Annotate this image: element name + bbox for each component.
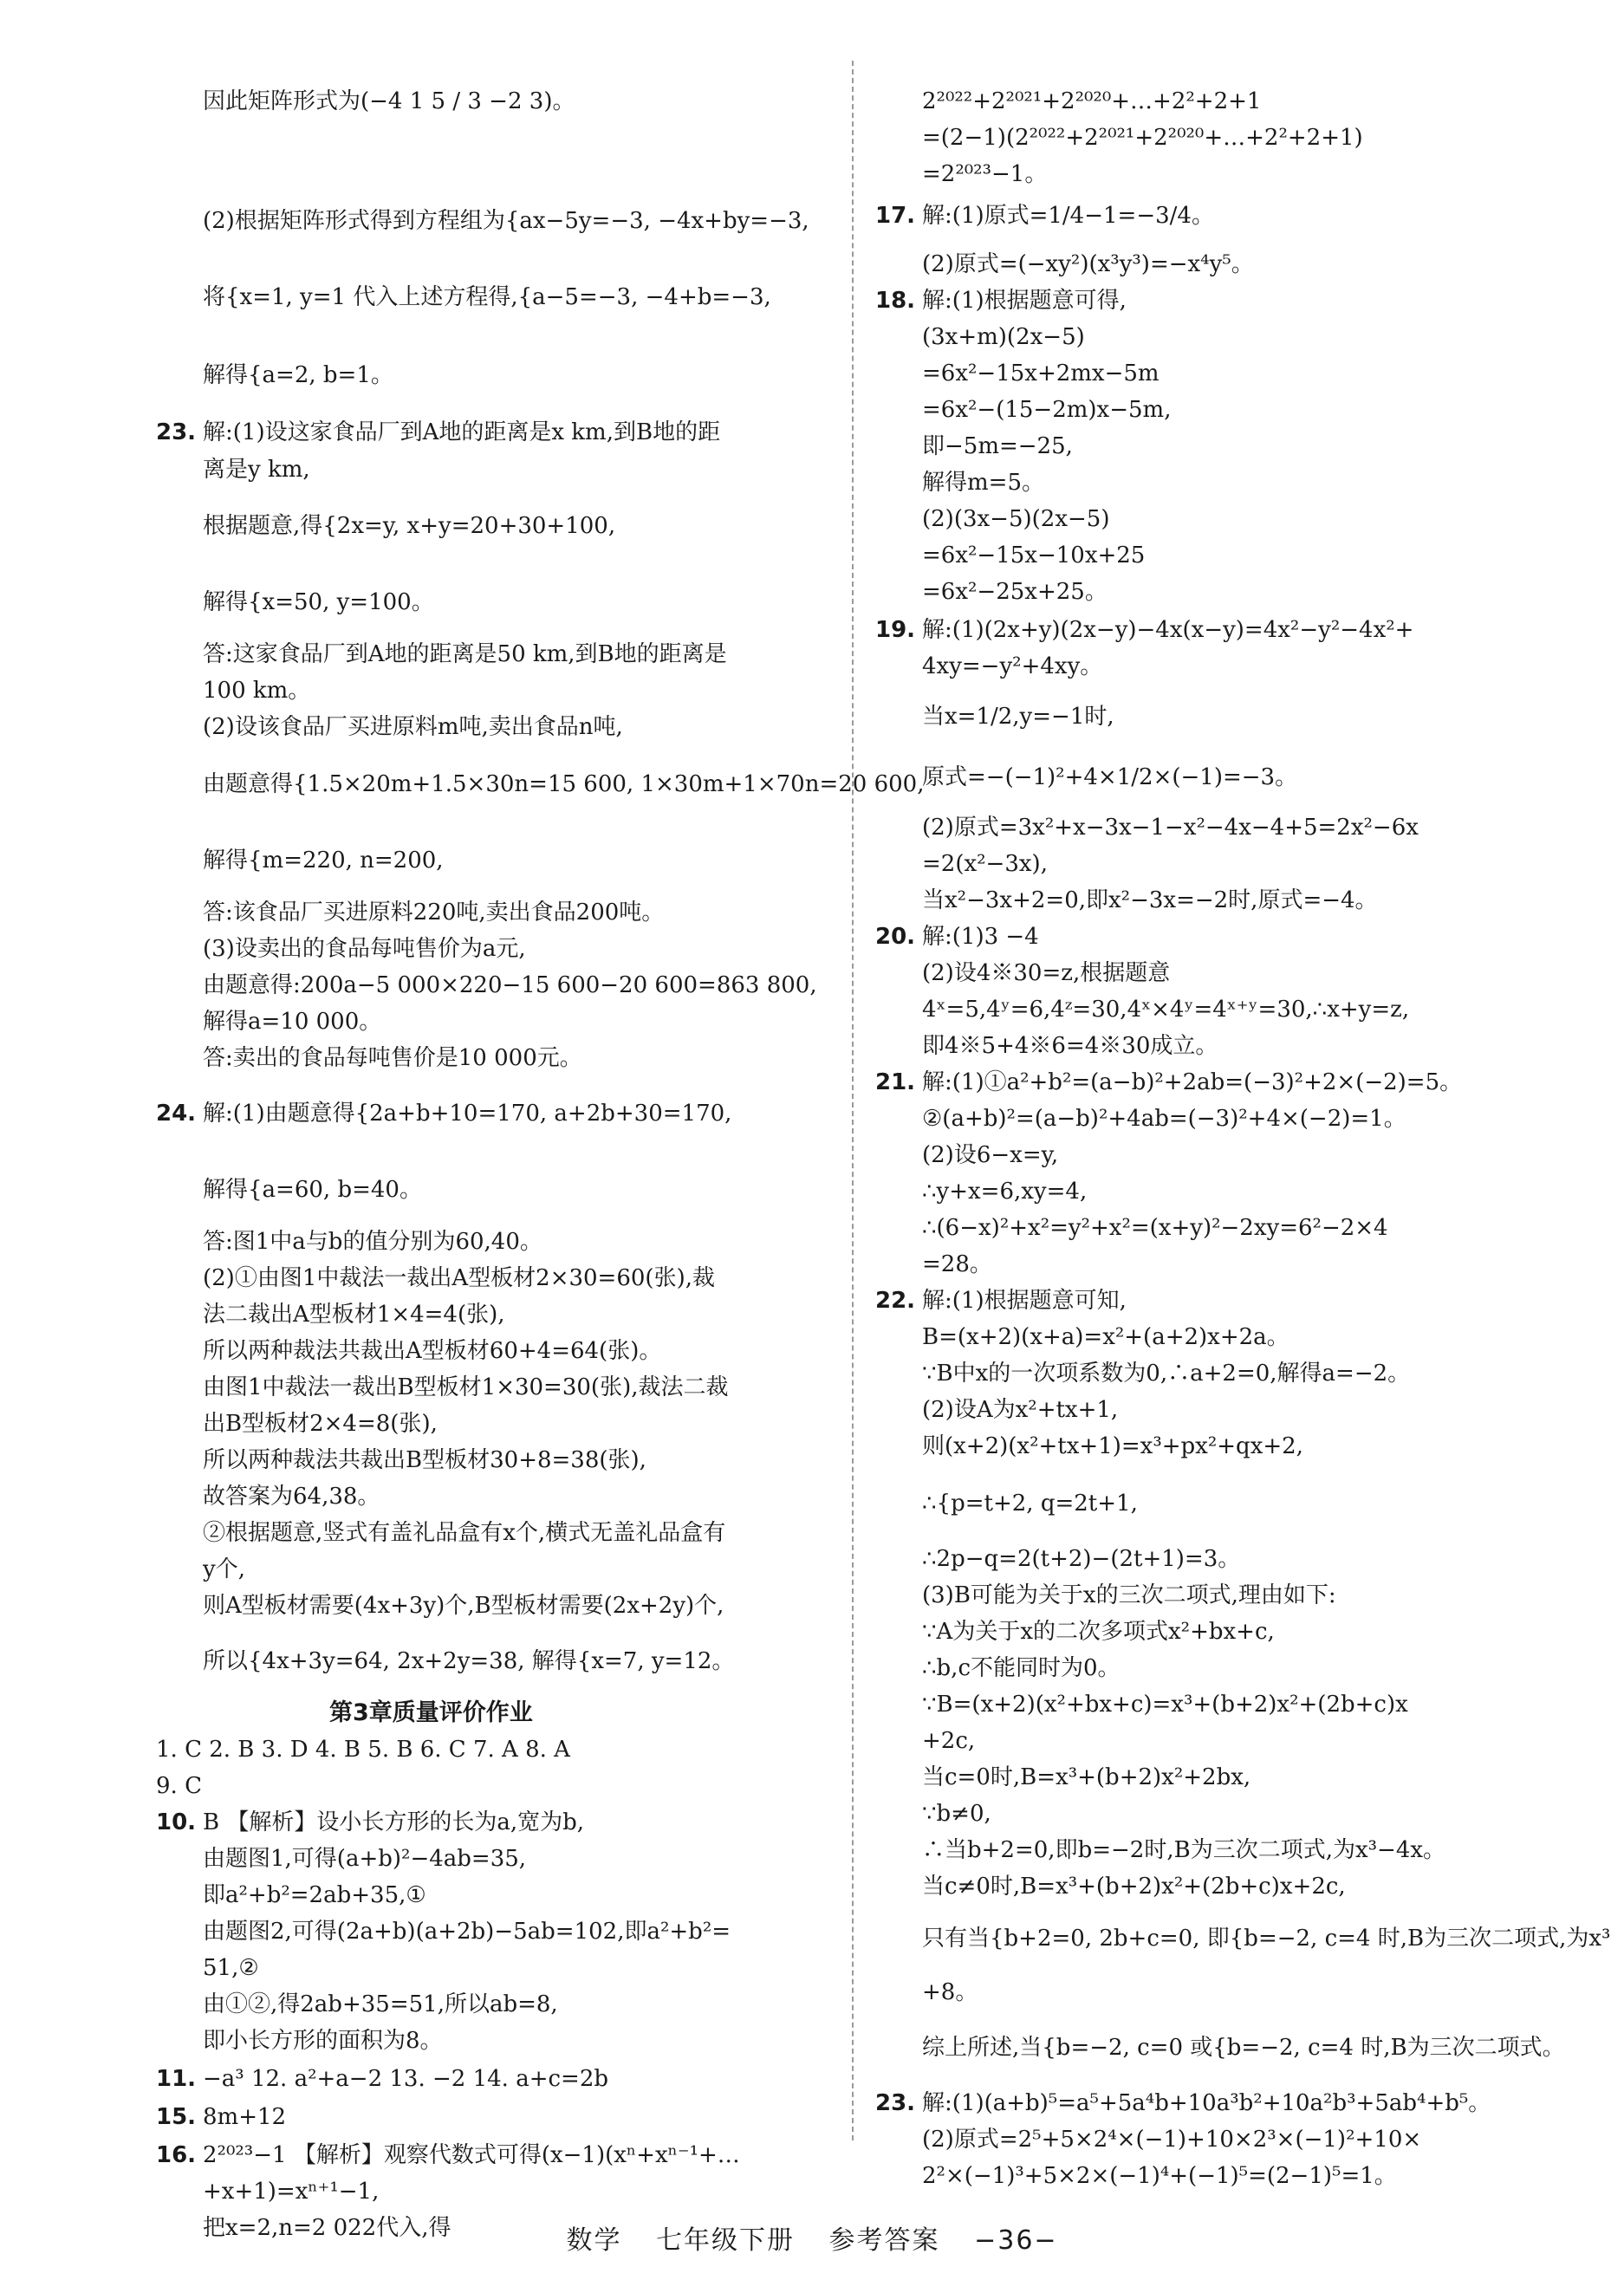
- line-text: 把x=2,n=2 022代入,得: [203, 2215, 451, 2241]
- text-line: [203, 1177, 422, 1203]
- line-text: 由图1中裁法一裁出B型板材1×30=30(张),裁法二裁: [203, 1374, 729, 1400]
- text-line: [203, 714, 623, 740]
- line-text: ②(a+b)²=(a−b)²+4ab=(−3)²+4×(−2)=1。: [922, 1106, 1406, 1132]
- line-text: +8。: [922, 1979, 978, 2005]
- answer-line: [156, 1101, 731, 1127]
- text-line: [203, 1593, 724, 1619]
- text-line: [922, 887, 1378, 913]
- line-text: ∴y+x=6,xy=4,: [922, 1179, 1088, 1205]
- line-text: 当x²−3x+2=0,即x²−3x=−2时,原式=−4。: [922, 887, 1378, 913]
- line-text: 当x=1/2,y=−1时,: [922, 704, 1114, 730]
- line-text: 即小长方形的面积为8。: [203, 2028, 443, 2054]
- line-text: 因此矩阵形式为(−4 1 5 / 3 −2 3)。: [203, 88, 575, 114]
- answer-line: [156, 2104, 286, 2130]
- line-text: 所以两种裁法共裁出A型板材60+4=64(张)。: [203, 1338, 662, 1364]
- text-line: [203, 1009, 381, 1035]
- line-text: (2)原式=(−xy²)(x³y³)=−x⁴y⁵。: [922, 251, 1254, 277]
- line-text: −a³ 12. a²+a−2 13. −2 14. a+c=2b: [203, 2066, 609, 2092]
- text-line: [203, 1882, 426, 1908]
- text-line: [922, 1324, 1289, 1350]
- question-number: 18.: [875, 288, 916, 314]
- line-text: 解:(1)根据题意可得,: [922, 288, 1127, 314]
- line-text: 解得m=5。: [922, 470, 1044, 496]
- line-text: (3)B可能为关于x的三次二项式,理由如下:: [922, 1582, 1336, 1608]
- line-text: =2(x²−3x),: [922, 851, 1048, 877]
- text-line: [203, 1846, 526, 1872]
- question-number: 21.: [875, 1069, 916, 1095]
- line-text: B 【解析】设小长方形的长为a,宽为b,: [203, 1809, 585, 1835]
- text-line: [922, 1215, 1388, 1241]
- text-line: [922, 161, 1047, 187]
- line-text: 所以两种裁法共裁出B型板材30+8=38(张),: [203, 1447, 646, 1473]
- line-text: 4ˣ=5,4ʸ=6,4ᶻ=30,4ˣ×4ʸ=4ˣ⁺ʸ=30,∴x+y=z,: [922, 997, 1410, 1023]
- text-line: [203, 1229, 542, 1255]
- text-line: [203, 771, 924, 797]
- text-line: [922, 1874, 1346, 1900]
- question-number: 11.: [156, 2066, 197, 2092]
- line-text: ②根据题意,竖式有盖礼品盒有x个,横式无盖礼品盒有: [203, 1520, 726, 1546]
- line-text: ∵B=(x+2)(x²+bx+c)=x³+(b+2)x²+(2b+c)x: [922, 1692, 1408, 1718]
- line-text: 故答案为64,38。: [203, 1484, 380, 1510]
- line-text: 解:(1)(a+b)⁵=a⁵+5a⁴b+10a³b²+10a²b³+5ab⁴+b⁵。: [922, 2090, 1491, 2116]
- text-line: [203, 1374, 728, 1400]
- text-line: [922, 1106, 1406, 1132]
- line-text: 由①②,得2ab+35=51,所以ab=8,: [203, 1991, 558, 2017]
- line-text: (2)原式=2⁵+5×2⁴×(−1)+10×2³×(−1)²+10×: [922, 2127, 1422, 2153]
- footer-label: 参考答案: [828, 2225, 940, 2256]
- answer-line: [875, 1288, 1127, 1314]
- text-line: [922, 704, 1114, 730]
- question-number: 24.: [156, 1101, 197, 1127]
- line-text: 答:图1中a与b的值分别为60,40。: [203, 1229, 542, 1255]
- text-line: [203, 1955, 259, 1981]
- answer-line: [156, 2066, 608, 2092]
- text-line: [203, 1919, 731, 1945]
- line-text: 综上所述,当{b=−2, c=0 或{b=−2, c=4 时,B为三次二项式。: [922, 2035, 1565, 2061]
- text-line: [203, 1045, 582, 1071]
- footer-subject: 数学: [566, 2225, 622, 2256]
- line-text: (2)设6−x=y,: [922, 1142, 1059, 1168]
- line-text: 2²⁰²²+2²⁰²¹+2²⁰²⁰+…+2²+2+1: [922, 88, 1262, 114]
- line-text: (2)设该食品厂买进原料m吨,卖出食品n吨,: [203, 714, 623, 740]
- line-text: 1. C 2. B 3. D 4. B 5. B 6. C 7. A 8. A: [156, 1737, 570, 1763]
- line-text: +2c,: [922, 1728, 976, 1754]
- text-line: [922, 1764, 1250, 1790]
- answer-line: [875, 1069, 1462, 1095]
- question-number: 19.: [875, 617, 916, 643]
- question-number: 16.: [156, 2142, 197, 2168]
- line-text: ∵b≠0,: [922, 1801, 991, 1827]
- line-text: ∴(6−x)²+x²=y²+x²=(x+y)²−2xy=6²−2×4: [922, 1215, 1388, 1241]
- line-text: 所以{4x+3y=64, 2x+2y=38, 解得{x=7, y=12。: [203, 1648, 735, 1674]
- page-footer: [0, 2218, 1624, 2257]
- text-line: [922, 470, 1044, 496]
- line-text: (2)设A为x²+tx+1,: [922, 1397, 1119, 1423]
- line-text: 法二裁出A型板材1×4=4(张),: [203, 1302, 505, 1328]
- line-text: 8m+12: [203, 2104, 287, 2130]
- line-text: =28。: [922, 1251, 992, 1277]
- line-text: 51,②: [203, 1955, 259, 1981]
- text-line: [922, 1837, 1445, 1863]
- text-line: [156, 1773, 202, 1799]
- text-line: [922, 1142, 1058, 1168]
- line-text: (2)设4※30=z,根据题意: [922, 960, 1171, 986]
- line-text: =6x²−15x−10x+25: [922, 542, 1146, 568]
- text-line: [203, 457, 310, 483]
- line-text: 解:(1)设这家食品厂到A地的距离是x km,到B地的距: [203, 419, 721, 445]
- line-text: 解:(1)(2x+y)(2x−y)−4x(x−y)=4x²−y²−4x²+: [922, 617, 1414, 643]
- text-line: [203, 2028, 443, 2054]
- line-text: 由题意得{1.5×20m+1.5×30n=15 600, 1×30m+1×70n=20 600,: [203, 771, 925, 797]
- question-number: 22.: [875, 1288, 916, 1314]
- question-number: 15.: [156, 2104, 197, 2130]
- line-text: 答:这家食品厂到A地的距离是50 km,到B地的距离是: [203, 641, 727, 667]
- text-line: [203, 1520, 725, 1546]
- line-text: 答:该食品厂买进原料220吨,卖出食品200吨。: [203, 900, 665, 926]
- text-line: [203, 88, 575, 114]
- text-line: [922, 542, 1145, 568]
- line-text: 即a²+b²=2ab+35,①: [203, 1882, 426, 1908]
- line-text: 则(x+2)(x²+tx+1)=x³+px²+qx+2,: [922, 1433, 1303, 1459]
- text-line: [922, 1491, 1138, 1517]
- line-text: 100 km。: [203, 678, 311, 704]
- text-line: [203, 1991, 558, 2017]
- text-line: [922, 1979, 978, 2005]
- text-line: [203, 1265, 715, 1291]
- line-text: (2)原式=3x²+x−3x−1−x²−4x−4+5=2x²−6x: [922, 815, 1419, 841]
- text-line: [203, 1484, 380, 1510]
- line-text: y个,: [203, 1556, 245, 1582]
- text-line: [203, 208, 809, 234]
- text-line: [922, 764, 1297, 790]
- text-line: [922, 125, 1363, 151]
- text-line: [203, 936, 526, 962]
- line-text: B=(x+2)(x+a)=x²+(a+2)x+2a。: [922, 1324, 1289, 1350]
- line-text: 2²×(−1)³+5×2×(−1)⁴+(−1)⁵=(2−1)⁵=1。: [922, 2163, 1397, 2189]
- line-text: 当c=0时,B=x³+(b+2)x²+2bx,: [922, 1764, 1251, 1790]
- text-line: [922, 397, 1171, 423]
- text-line: [203, 1411, 438, 1437]
- line-text: 2²⁰²³−1 【解析】观察代数式可得(x−1)(xⁿ+xⁿ⁻¹+…: [203, 2142, 740, 2168]
- section-title: [329, 1700, 533, 1726]
- text-line: [156, 1737, 570, 1763]
- text-line: [203, 589, 434, 615]
- text-line: [922, 997, 1409, 1023]
- text-line: [203, 1556, 245, 1582]
- page-number: −36−: [974, 2225, 1058, 2256]
- line-text: 出B型板材2×4=8(张),: [203, 1411, 438, 1437]
- line-text: =6x²−15x+2mx−5m: [922, 361, 1160, 386]
- text-line: [203, 972, 817, 998]
- text-line: [922, 1801, 991, 1827]
- answer-line: [156, 1809, 584, 1835]
- line-text: 原式=−(−1)²+4×1/2×(−1)=−3。: [922, 764, 1298, 790]
- line-text: 9. C: [156, 1773, 202, 1799]
- question-number: 17.: [875, 203, 916, 229]
- line-text: (2)①由图1中裁法一裁出A型板材2×30=60(张),裁: [203, 1265, 715, 1291]
- text-line: [922, 579, 1108, 605]
- line-text: 解得a=10 000。: [203, 1009, 382, 1035]
- line-text: =6x²−(15−2m)x−5m,: [922, 397, 1172, 423]
- text-line: [922, 1692, 1408, 1718]
- text-line: [922, 1397, 1118, 1423]
- line-text: ∴{p=t+2, q=2t+1,: [922, 1491, 1138, 1517]
- text-line: [922, 324, 1085, 350]
- line-text: ∵B中x的一次项系数为0,∴a+2=0,解得a=−2。: [922, 1361, 1411, 1387]
- line-text: 答:卖出的食品每吨售价是10 000元。: [203, 1045, 582, 1071]
- text-line: [922, 1033, 1218, 1059]
- question-number: 23.: [156, 419, 197, 445]
- text-line: [203, 513, 615, 539]
- answer-line: [875, 203, 1214, 229]
- line-text: (3x+m)(2x−5): [922, 324, 1085, 350]
- text-line: [922, 1251, 992, 1277]
- line-text: 离是y km,: [203, 457, 310, 483]
- question-number: 10.: [156, 1809, 197, 1835]
- line-text: 即4※5+4※6=4※30成立。: [922, 1033, 1218, 1059]
- line-text: ∴当b+2=0,即b=−2时,B为三次二项式,为x³−4x。: [922, 1837, 1446, 1863]
- line-text: 将{x=1, y=1 代入上述方程得,{a−5=−3, −4+b=−3,: [203, 284, 771, 310]
- text-line: [922, 2163, 1397, 2189]
- text-line: [203, 1302, 505, 1328]
- section-title-text: 第3章质量评价作业: [329, 1699, 533, 1726]
- text-line: [922, 1619, 1275, 1645]
- answer-line: [875, 924, 1039, 950]
- text-line: [922, 506, 1109, 532]
- text-line: [922, 1582, 1336, 1608]
- text-line: [922, 1361, 1410, 1387]
- text-line: [922, 88, 1261, 114]
- line-text: 由题图2,可得(2a+b)(a+2b)−5ab=102,即a²+b²=: [203, 1919, 731, 1945]
- question-number: 20.: [875, 924, 916, 950]
- line-text: =2²⁰²³−1。: [922, 161, 1048, 187]
- text-line: [922, 960, 1170, 986]
- line-text: 解得{a=60, b=40。: [203, 1177, 422, 1203]
- line-text: 解得{m=220, n=200,: [203, 848, 444, 874]
- text-line: [922, 1546, 1240, 1572]
- line-text: (2)(3x−5)(2x−5): [922, 506, 1110, 532]
- line-text: 解:(1)3 −4: [922, 924, 1039, 950]
- line-text: 解:(1)根据题意可知,: [922, 1288, 1127, 1314]
- line-text: =6x²−25x+25。: [922, 579, 1108, 605]
- answer-line: [156, 2142, 740, 2168]
- line-text: (2)根据矩阵形式得到方程组为{ax−5y=−3, −4x+by=−3,: [203, 208, 809, 234]
- text-line: [922, 815, 1419, 841]
- line-text: 解:(1)由题意得{2a+b+10=170, a+2b+30=170,: [203, 1101, 732, 1127]
- text-line: [203, 641, 727, 667]
- text-line: [922, 251, 1254, 277]
- line-text: 4xy=−y²+4xy。: [922, 653, 1103, 679]
- footer-grade: 七年级下册: [656, 2225, 795, 2256]
- text-line: [922, 1655, 1121, 1681]
- question-number: 23.: [875, 2090, 916, 2116]
- line-text: (3)设卖出的食品每吨售价为a元,: [203, 936, 526, 962]
- text-line: [203, 848, 444, 874]
- line-text: 解得{x=50, y=100。: [203, 589, 434, 615]
- line-text: ∴2p−q=2(t+2)−(2t+1)=3。: [922, 1546, 1241, 1572]
- answer-line: [875, 617, 1413, 643]
- line-text: +x+1)=xⁿ⁺¹−1,: [203, 2179, 380, 2205]
- line-text: ∴b,c不能同时为0。: [922, 1655, 1121, 1681]
- line-text: 根据题意,得{2x=y, x+y=20+30+100,: [203, 513, 616, 539]
- text-line: [922, 653, 1102, 679]
- line-text: 当c≠0时,B=x³+(b+2)x²+(2b+c)x+2c,: [922, 1874, 1346, 1900]
- text-line: [203, 1447, 646, 1473]
- line-text: =(2−1)(2²⁰²²+2²⁰²¹+2²⁰²⁰+…+2²+2+1): [922, 125, 1363, 151]
- line-text: 由题图1,可得(a+b)²−4ab=35,: [203, 1846, 527, 1872]
- text-line: [203, 1648, 734, 1674]
- text-line: [922, 1179, 1087, 1205]
- line-text: 只有当{b+2=0, 2b+c=0, 即{b=−2, c=4 时,B为三次二项式,为x³: [922, 1926, 1611, 1952]
- line-text: 即−5m=−25,: [922, 433, 1073, 459]
- answer-line: [156, 419, 720, 445]
- text-line: [922, 433, 1073, 459]
- line-text: 由题意得:200a−5 000×220−15 600−20 600=863 800,: [203, 972, 817, 998]
- text-line: [203, 284, 771, 310]
- answer-line: [875, 2090, 1491, 2116]
- text-line: [203, 1338, 661, 1364]
- column-divider: [852, 61, 854, 2140]
- text-line: [922, 1433, 1303, 1459]
- line-text: 解:(1)①a²+b²=(a−b)²+2ab=(−3)²+2×(−2)=5。: [922, 1069, 1463, 1095]
- text-line: [203, 678, 310, 704]
- line-text: 解得{a=2, b=1。: [203, 362, 393, 388]
- line-text: ∵A为关于x的二次多项式x²+bx+c,: [922, 1619, 1275, 1645]
- text-line: [922, 2127, 1421, 2153]
- text-line: [922, 2035, 1565, 2061]
- line-text: 则A型板材需要(4x+3y)个,B型板材需要(2x+2y)个,: [203, 1593, 724, 1619]
- text-line: [922, 1728, 975, 1754]
- text-line: [922, 361, 1160, 386]
- text-line: [922, 851, 1048, 877]
- text-line: [922, 1926, 1610, 1952]
- answer-line: [875, 288, 1127, 314]
- text-line: [203, 362, 393, 388]
- text-line: [203, 900, 664, 926]
- text-line: [203, 2179, 379, 2205]
- line-text: 解:(1)原式=1/4−1=−3/4。: [922, 203, 1214, 229]
